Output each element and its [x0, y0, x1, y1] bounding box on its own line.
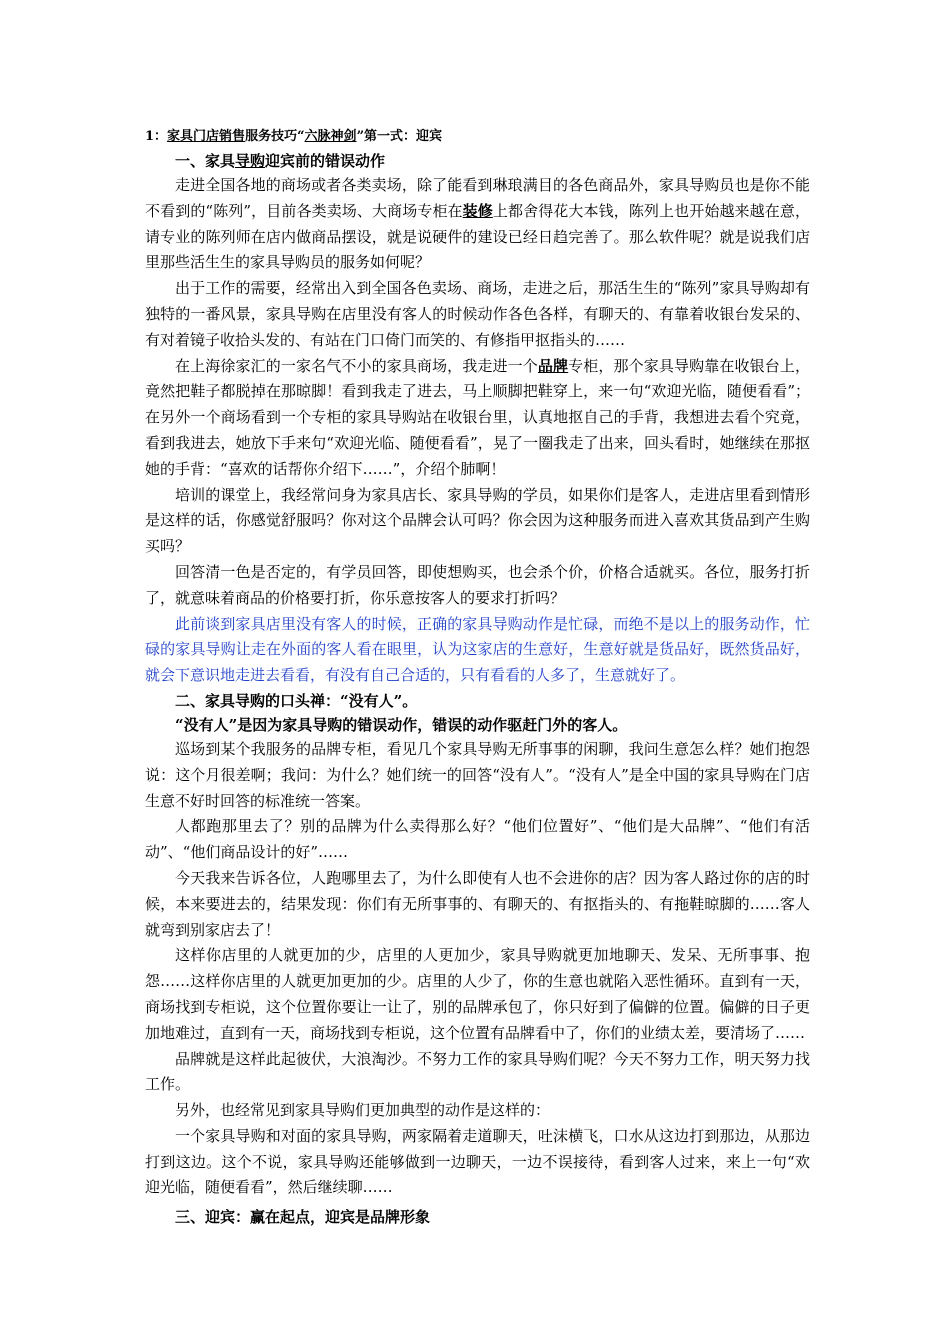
title-link-store-sales[interactable]: 家具门店销售 [167, 129, 246, 144]
paragraph-4: 培训的课堂上，我经常问身为家具店长、家具导购的学员，如果你们是客人，走进店里看到情形是这样的话，你感觉舒服吗？你对这个品牌会认可吗？你会因为这种服务而进入喜欢其货品到产生购买吗？ [145, 485, 810, 556]
paragraph-3: 在上海徐家汇的一家名气不小的家具商场，我走进一个品牌专柜，那个家具导购靠在收银台上，竟然把鞋子都脱掉在那晾脚！看到我走了进去，马上顺脚把鞋穿上，来一句“欢迎光临，随便看看”；在另外一个商场看到一个专柜的家具导购站在收银台里，认真地抠自己的手背，我想进去看个究竟，看到我进去，她放下手来句“欢迎光临、随便看看”，晃了一圈我走了出来，回头看时，她继续在那抠她的手背：“喜欢的话帮你介绍下……”，介绍个肺啊！ [145, 356, 810, 478]
paragraph-11: 品牌就是这样此起彼伏，大浪淘沙。不努力工作的家具导购们呢？今天不努力工作，明天努力找工作。 [145, 1049, 810, 1094]
paragraph-6-highlight: 此前谈到家具店里没有客人的时候，正确的家具导购动作是忙碌，而绝不是以上的服务动作，忙碌的家具导购让走在外面的客人看在眼里，认为这家店的生意好，生意好就是货品好，既然货品好，就会下意识地走进去看看，有没有自己合适的，只有看看的人多了，生意就好了。 [145, 614, 810, 685]
document-page [145, 127, 810, 1229]
paragraph-5: 回答清一色是否定的，有学员回答，即使想购买，也会杀个价，价格合适就买。各位，服务打折了，就意味着商品的价格要打折，你乐意按客人的要求打折吗？ [145, 562, 810, 607]
paragraph-1: 走进全国各地的商场或者各类卖场，除了能看到琳琅满目的各色商品外，家具导购员也是你不能不看到的“陈列”，目前各类卖场、大商场专柜在装修上都舍得花大本钱，陈列上也开始越来越在意，请专业的陈列师在店内做商品摆设，就是说硬件的建设已经日趋完善了。那么软件呢？就是说我们店里那些活生生的家具导购员的服务如何呢？ [145, 176, 810, 272]
paragraph-2: 出于工作的需要，经常出入到全国各色卖场、商场，走进之后，那活生生的“陈列”家具导购却有独特的一番风景，家具导购在店里没有客人的时候动作各色各样，有聊天的、有靠着收银台发呆的、有对着镜子收拾头发的、有站在门口倚门而笑的、有修指甲抠指头的…… [145, 279, 810, 349]
paragraph-8: 人都跑那里去了？别的品牌为什么卖得那么好？“他们位置好”、“他们是大品牌”、“他们有活动”、“他们商品设计的好”…… [145, 817, 810, 862]
paragraph-12: 另外，也经常见到家具导购们更加典型的动作是这样的： [175, 1101, 551, 1120]
link-decoration[interactable]: 装修 [462, 201, 493, 220]
paragraph-7: 巡场到某个我服务的品牌专柜，看见几个家具导购无所事事的闲聊，我问生意怎么样？她们抱怨说：这个月很差啊；我问：为什么？她们统一的回答“没有人”。“没有人”是全中国的家具导购在门店生意不好时回答的标准统一答案。 [145, 739, 810, 810]
heading-link-guide[interactable]: 导购 [235, 152, 266, 170]
title-link-six-swords[interactable]: 六脉神剑 [304, 129, 357, 144]
document-title [145, 127, 810, 147]
title-number: 1： [145, 129, 168, 144]
section-subheading-2: “没有人”是因为家具导购的错误动作，错误的动作驱赶门外的客人。 [175, 715, 628, 734]
title-text-end: ”第一式：迎宾 [356, 129, 443, 144]
paragraph-13: 一个家具导购和对面的家具导购，两家隔着走道聊天，吐沫横飞，口水从这边打到那边，从那边打到这边。这个不说，家具导购还能够做到一边聊天，一边不误接待，看到客人过来，来上一句“欢迎光临，随便看看”，然后继续聊…… [145, 1126, 810, 1197]
title-text: 服务技巧“ [245, 129, 305, 144]
link-brand[interactable]: 品牌 [537, 356, 569, 375]
paragraph-9: 今天我来告诉各位，人跑哪里去了，为什么即使有人也不会进你的店？因为客人路过你的店的时候，本来要进去的，结果发现：你们有无所事事的、有聊天的、有抠指头的、有拖鞋晾脚的……客人就弯到别家店去了！ [145, 868, 810, 939]
section-heading-2: 二、家具导购的口头禅：“没有人”。 [175, 691, 418, 710]
paragraph-10: 这样你店里的人就更加的少，店里的人更加少，家具导购就更加地聊天、发呆、无所事事、抱怨……这样你店里的人就更加更加的少。店里的人少了，你的生意也就陷入恶性循环。直到有一天，商场找到专柜说，这个位置你要让一让了，别的品牌承包了，你只好到了偏僻的位置。偏僻的日子更加地难过，直到有一天，商场找到专柜说，这个位置有品牌看中了，你们的业绩太差，要清场了…… [145, 946, 810, 1042]
section-heading-3: 三、迎宾：赢在起点，迎宾是品牌形象 [175, 1208, 431, 1227]
section-heading-1: 一、家具导购迎宾前的错误动作 [175, 152, 386, 170]
